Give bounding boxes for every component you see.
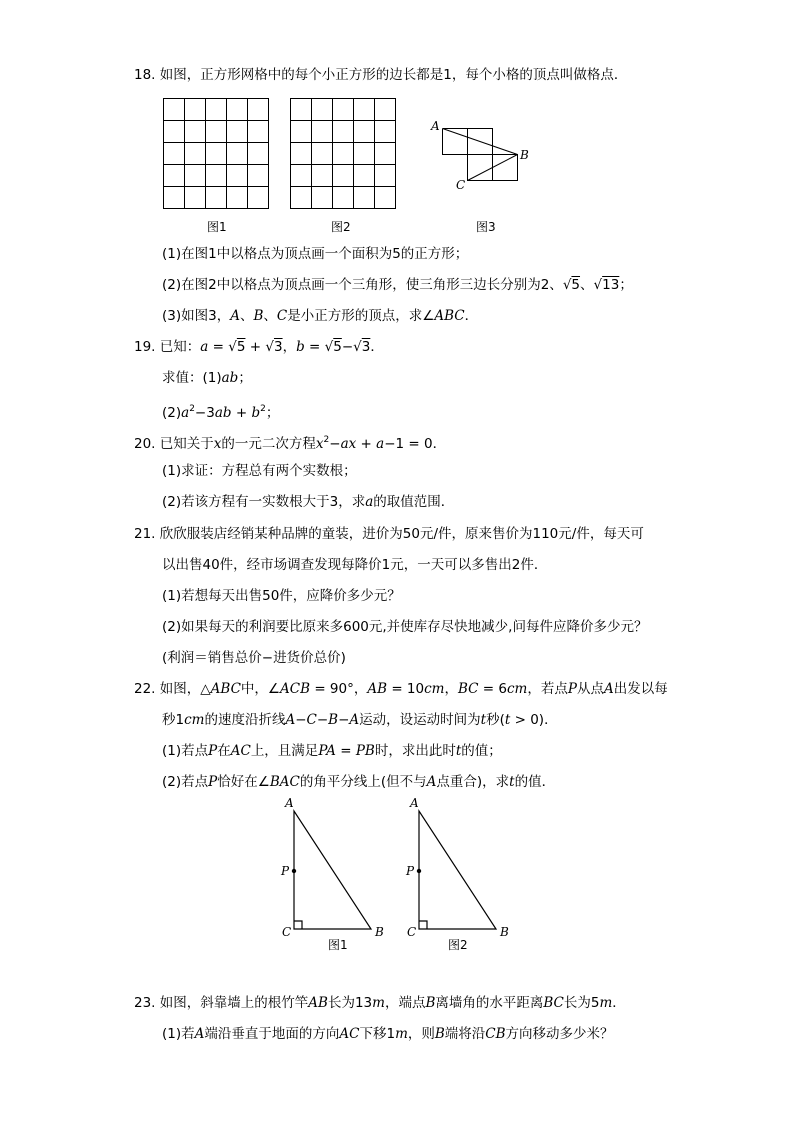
q23-l1-bc: BC — [543, 995, 564, 1011]
q23-l1-ab: AB — [308, 995, 328, 1011]
q19-r5-2: 5 — [333, 339, 342, 355]
q21-part-1: (1)若想每天出售50件，应降价多少元？ — [162, 588, 401, 604]
q22-l1-tri: △ — [200, 681, 211, 697]
q22-l2-mid: 的速度沿折线 — [204, 712, 286, 728]
q19-var-a: a — [200, 339, 209, 355]
q22-l2-mid2: 运动，设运动时间为 — [359, 712, 481, 728]
q19-number: 19. — [134, 339, 156, 355]
q19-plus: + — [245, 339, 266, 355]
q19-p2: (2) — [162, 405, 182, 421]
q22-l1-eq2: = 10 — [387, 681, 425, 697]
q19-r3-2: 3 — [361, 339, 371, 355]
q20-p2-a: a — [365, 494, 374, 510]
q22-l1-p: P — [567, 681, 577, 697]
q22-l1-ab: AB — [367, 681, 388, 697]
q18-part-2-end: ； — [619, 277, 633, 293]
q22-fig1-label-p: P — [281, 864, 290, 878]
q22-l2-path: A−C−B−A — [285, 712, 360, 728]
q19-eq: = — [208, 339, 229, 355]
q22-fig1-label-c: C — [282, 925, 292, 939]
q23-p1-a: A — [194, 1026, 205, 1042]
q19-sup-1: 2 — [189, 404, 195, 414]
q18-part-1: (1)在图1中以格点为顶点画一个面积为5的正方形； — [162, 246, 469, 262]
q18-grid-figure-1 — [163, 98, 270, 210]
q20-pre: 已知关于 — [159, 436, 214, 452]
q21-line-1 — [134, 524, 644, 544]
q19-expr-ab: ab — [214, 405, 232, 421]
q22-triangle-figure-1 — [293, 810, 373, 932]
q22-p1-pa: PA — [318, 743, 336, 759]
q22-l1-a: A — [603, 681, 614, 697]
q19-end: ． — [370, 339, 384, 355]
q18-p3-end: ． — [464, 308, 479, 324]
q18-p3-angle: ABC — [434, 308, 465, 324]
q19-expr-a: a — [181, 405, 190, 421]
q18-radicand-5: 5 — [571, 277, 581, 293]
q18-p3-c: C — [276, 308, 288, 324]
q18-p3-a: A — [230, 308, 240, 324]
q22-part-2 — [162, 772, 555, 792]
q20-x: x — [213, 436, 222, 452]
q18-part-2: (2)在图2中以格点为顶点画一个三角形，使三角形三边长分别为2、√5、√13； — [162, 277, 633, 293]
q19-expr-b: b — [251, 405, 261, 421]
q18-part-2-text: (2)在图2中以格点为顶点画一个三角形，使三角形三边长分别为2、 — [162, 277, 563, 293]
q22-p2-mid3: 点重合)，求 — [436, 774, 510, 790]
q19-p1: (1) — [202, 370, 222, 386]
q23-part-1 — [162, 1024, 614, 1044]
q22-l1-tail3: 出发以每 — [613, 681, 668, 697]
q18-p3-sep1: 、 — [239, 308, 254, 324]
q23-p1-mid2: 下移1 — [359, 1026, 396, 1042]
q18-grid-figure-2 — [290, 98, 397, 210]
q20-eq-minus: − — [329, 436, 341, 452]
q22-fig1-point-p — [292, 869, 296, 873]
q20-stem — [134, 430, 446, 454]
q22-p1-pre: (1)若点 — [162, 743, 209, 759]
q22-p2-bac: BAC — [269, 774, 300, 790]
q22-fig2-label-p: P — [406, 864, 415, 878]
q23-l1-m1: m — [372, 995, 385, 1011]
q22-l2-t2: t — [504, 712, 511, 728]
q19-part-1 — [162, 368, 252, 388]
q23-l1-mid2: ，端点 — [384, 995, 426, 1011]
q18-stem-line — [134, 65, 627, 85]
q18-stem: 如图，正方形网格中的每个小正方形的边长都是1，每个小格的顶点叫做格点． — [159, 67, 628, 83]
q22-fig2-label-a: A — [410, 796, 419, 810]
q18-part-3 — [162, 306, 478, 326]
q23-l1-end: ． — [612, 995, 626, 1011]
q23-l1-m2: m — [599, 995, 613, 1011]
q22-p1-end: 的值； — [461, 743, 502, 759]
q22-p2-mid2: 的角平分线上(但不与 — [299, 774, 427, 790]
q23-p1-mid3: ，则 — [407, 1026, 435, 1042]
q22-fig2-label-c: C — [407, 925, 417, 939]
q18-p3-text: 是小正方形的顶点，求∠ — [287, 308, 435, 324]
q19-pre: 已知： — [159, 339, 201, 355]
q23-p1-pre: (1)若 — [162, 1026, 195, 1042]
q18-figure-3 — [440, 128, 520, 182]
q19-semi: ； — [238, 370, 252, 386]
q19-comma: ， — [282, 339, 297, 355]
q20-mid: 的一元二次方程 — [221, 436, 316, 452]
q23-l1-mid: 长为13 — [327, 995, 373, 1011]
q22-l2-pre: 秒1 — [162, 712, 185, 728]
q22-l1-eq1: = 90°， — [310, 681, 368, 697]
q23-p1-mid4: 端将沿 — [444, 1026, 486, 1042]
q22-p2-a: A — [426, 774, 437, 790]
q20-p2-pre: (2)若该方程有一实数根大于3，求 — [162, 494, 366, 510]
q19-ab: ab — [221, 370, 239, 386]
q19-semi-2: ； — [265, 405, 280, 421]
q22-figure-2-caption: 图2 — [448, 938, 468, 952]
q21-part-2: (2)如果每天的利润要比原来多600元,并使库存尽快地减少,问每件应降价多少元？ — [162, 619, 648, 635]
q22-p2-mid: 恰好在∠ — [217, 774, 270, 790]
q23-p1-m: m — [395, 1026, 408, 1042]
q20-part-1: (1)求证：方程总有两个实数根； — [162, 463, 357, 479]
q22-fig1-label-a: A — [285, 796, 294, 810]
q19-var-b: b — [296, 339, 305, 355]
q20-eq-plus: + — [356, 436, 377, 452]
q22-l1-cm2: cm — [506, 681, 528, 697]
q18-radicand-13: 13 — [602, 277, 620, 293]
q19-stem: 19. 已知：a = √5 + √3，b = √5−√3． — [134, 339, 384, 355]
q23-l1-b: B — [425, 995, 436, 1011]
q20-eq-ax: ax — [340, 436, 357, 452]
q19-r5: 5 — [236, 339, 246, 355]
q18-figure-3-caption: 图3 — [476, 220, 496, 234]
q19-sup-2: 2 — [260, 404, 266, 414]
q22-fig2-label-b: B — [500, 925, 509, 939]
q22-l1-bc: BC — [457, 681, 479, 697]
q22-l1-acb: ACB — [280, 681, 311, 697]
q18-part-3-pre: (3)如图3， — [162, 308, 231, 324]
q22-p2-t: t — [509, 774, 515, 790]
q18-segment-ab — [443, 129, 518, 155]
q22-p2-pre: (2)若点 — [162, 774, 209, 790]
q22-fig2-point-p — [417, 869, 421, 873]
q22-figure-1-caption: 图1 — [328, 938, 348, 952]
q23-p1-cb: CB — [485, 1026, 506, 1042]
q20-eq-end: −1 = 0． — [384, 436, 447, 452]
q22-p1-mid: 在 — [217, 743, 231, 759]
q19-part-2 — [162, 399, 279, 423]
q18-p3-sep2: 、 — [263, 308, 277, 324]
q22-l1-tail2: 从点 — [576, 681, 604, 697]
q21-note: (利润＝销售总价−进货价总价) — [162, 650, 346, 666]
q22-number: 22. — [134, 681, 156, 697]
q21-text-1: 欣欣服装店经销某种品牌的童装，进价为50元/件，原来售价为110元/件，每天可 — [159, 526, 644, 542]
q22-p1-mid3: 时，求出此时 — [374, 743, 456, 759]
q22-l2-mid3: 秒( — [486, 712, 505, 728]
q22-p2-end: 的值． — [514, 774, 556, 790]
q22-p2-p: P — [208, 774, 218, 790]
q18-figure-1-caption: 图1 — [207, 220, 227, 234]
q18-label-b: B — [520, 148, 529, 162]
q22-l2-cm: cm — [184, 712, 205, 728]
q21-line-2: 以出售40件，经市场调查发现每降价1元，一天可以多售出2件． — [162, 557, 548, 573]
q19-r3: 3 — [273, 339, 283, 355]
q22-l1-tail: ，若点 — [527, 681, 568, 697]
q22-l1-mid: 中，∠ — [240, 681, 281, 697]
q20-p2-end: 的取值范围． — [373, 494, 455, 510]
q23-l1-mid3: 离墙角的水平距离 — [435, 995, 544, 1011]
q20-number: 20. — [134, 436, 156, 452]
q22-l2-end: > 0)． — [510, 712, 558, 728]
q23-p1-end: 方向移动多少米？ — [505, 1026, 614, 1042]
q22-line-1 — [134, 679, 668, 699]
q20-eq-a: a — [376, 436, 385, 452]
q20-sup: 2 — [323, 435, 330, 445]
q18-label-a: A — [431, 119, 440, 133]
q18-label-c: C — [456, 178, 466, 192]
q19-minus: − — [341, 339, 354, 355]
q22-l1-c1: ， — [444, 681, 458, 697]
q22-p1-t: t — [455, 743, 462, 759]
q23-l1-mid4: 长为5 — [563, 995, 600, 1011]
q23-p1-b: B — [434, 1026, 445, 1042]
q18-sep: 、 — [580, 277, 594, 293]
q19-expr-mid: −3 — [194, 405, 215, 421]
q20-part-2 — [162, 492, 454, 512]
q19-eq-2: = — [304, 339, 325, 355]
q22-p1-pb: PB — [355, 743, 375, 759]
q22-part-1 — [162, 741, 502, 761]
q18-p3-b: B — [253, 308, 264, 324]
q18-number: 18. — [134, 67, 156, 83]
q22-line-2 — [162, 710, 558, 730]
q22-l1-eq3: = 6 — [478, 681, 507, 697]
q23-p1-mid: 端沿垂直于地面的方向 — [204, 1026, 340, 1042]
q21-number: 21. — [134, 526, 156, 542]
q23-number: 23. — [134, 995, 156, 1011]
q18-figure-2-caption: 图2 — [331, 220, 351, 234]
q22-l1-cm1: cm — [424, 681, 445, 697]
q22-l2-t: t — [480, 712, 487, 728]
q22-p1-eq: = — [335, 743, 356, 759]
q19-expr-plus: + — [231, 405, 252, 421]
q22-p1-mid2: 上，且满足 — [250, 743, 319, 759]
q19-ask: 求值： — [162, 370, 203, 386]
q23-l1-pre: 如图，斜靠墙上的根竹竿 — [159, 995, 309, 1011]
q22-fig1-label-b: B — [375, 925, 384, 939]
q22-p1-ac: AC — [230, 743, 251, 759]
q22-triangle-figure-2 — [418, 810, 498, 932]
q22-p1-p: P — [208, 743, 218, 759]
q20-eq-x: x — [315, 436, 324, 452]
q23-line-1 — [134, 993, 626, 1013]
q23-p1-ac: AC — [339, 1026, 360, 1042]
q22-l1-abc: ABC — [210, 681, 241, 697]
q22-l1-pre: 如图， — [159, 681, 201, 697]
